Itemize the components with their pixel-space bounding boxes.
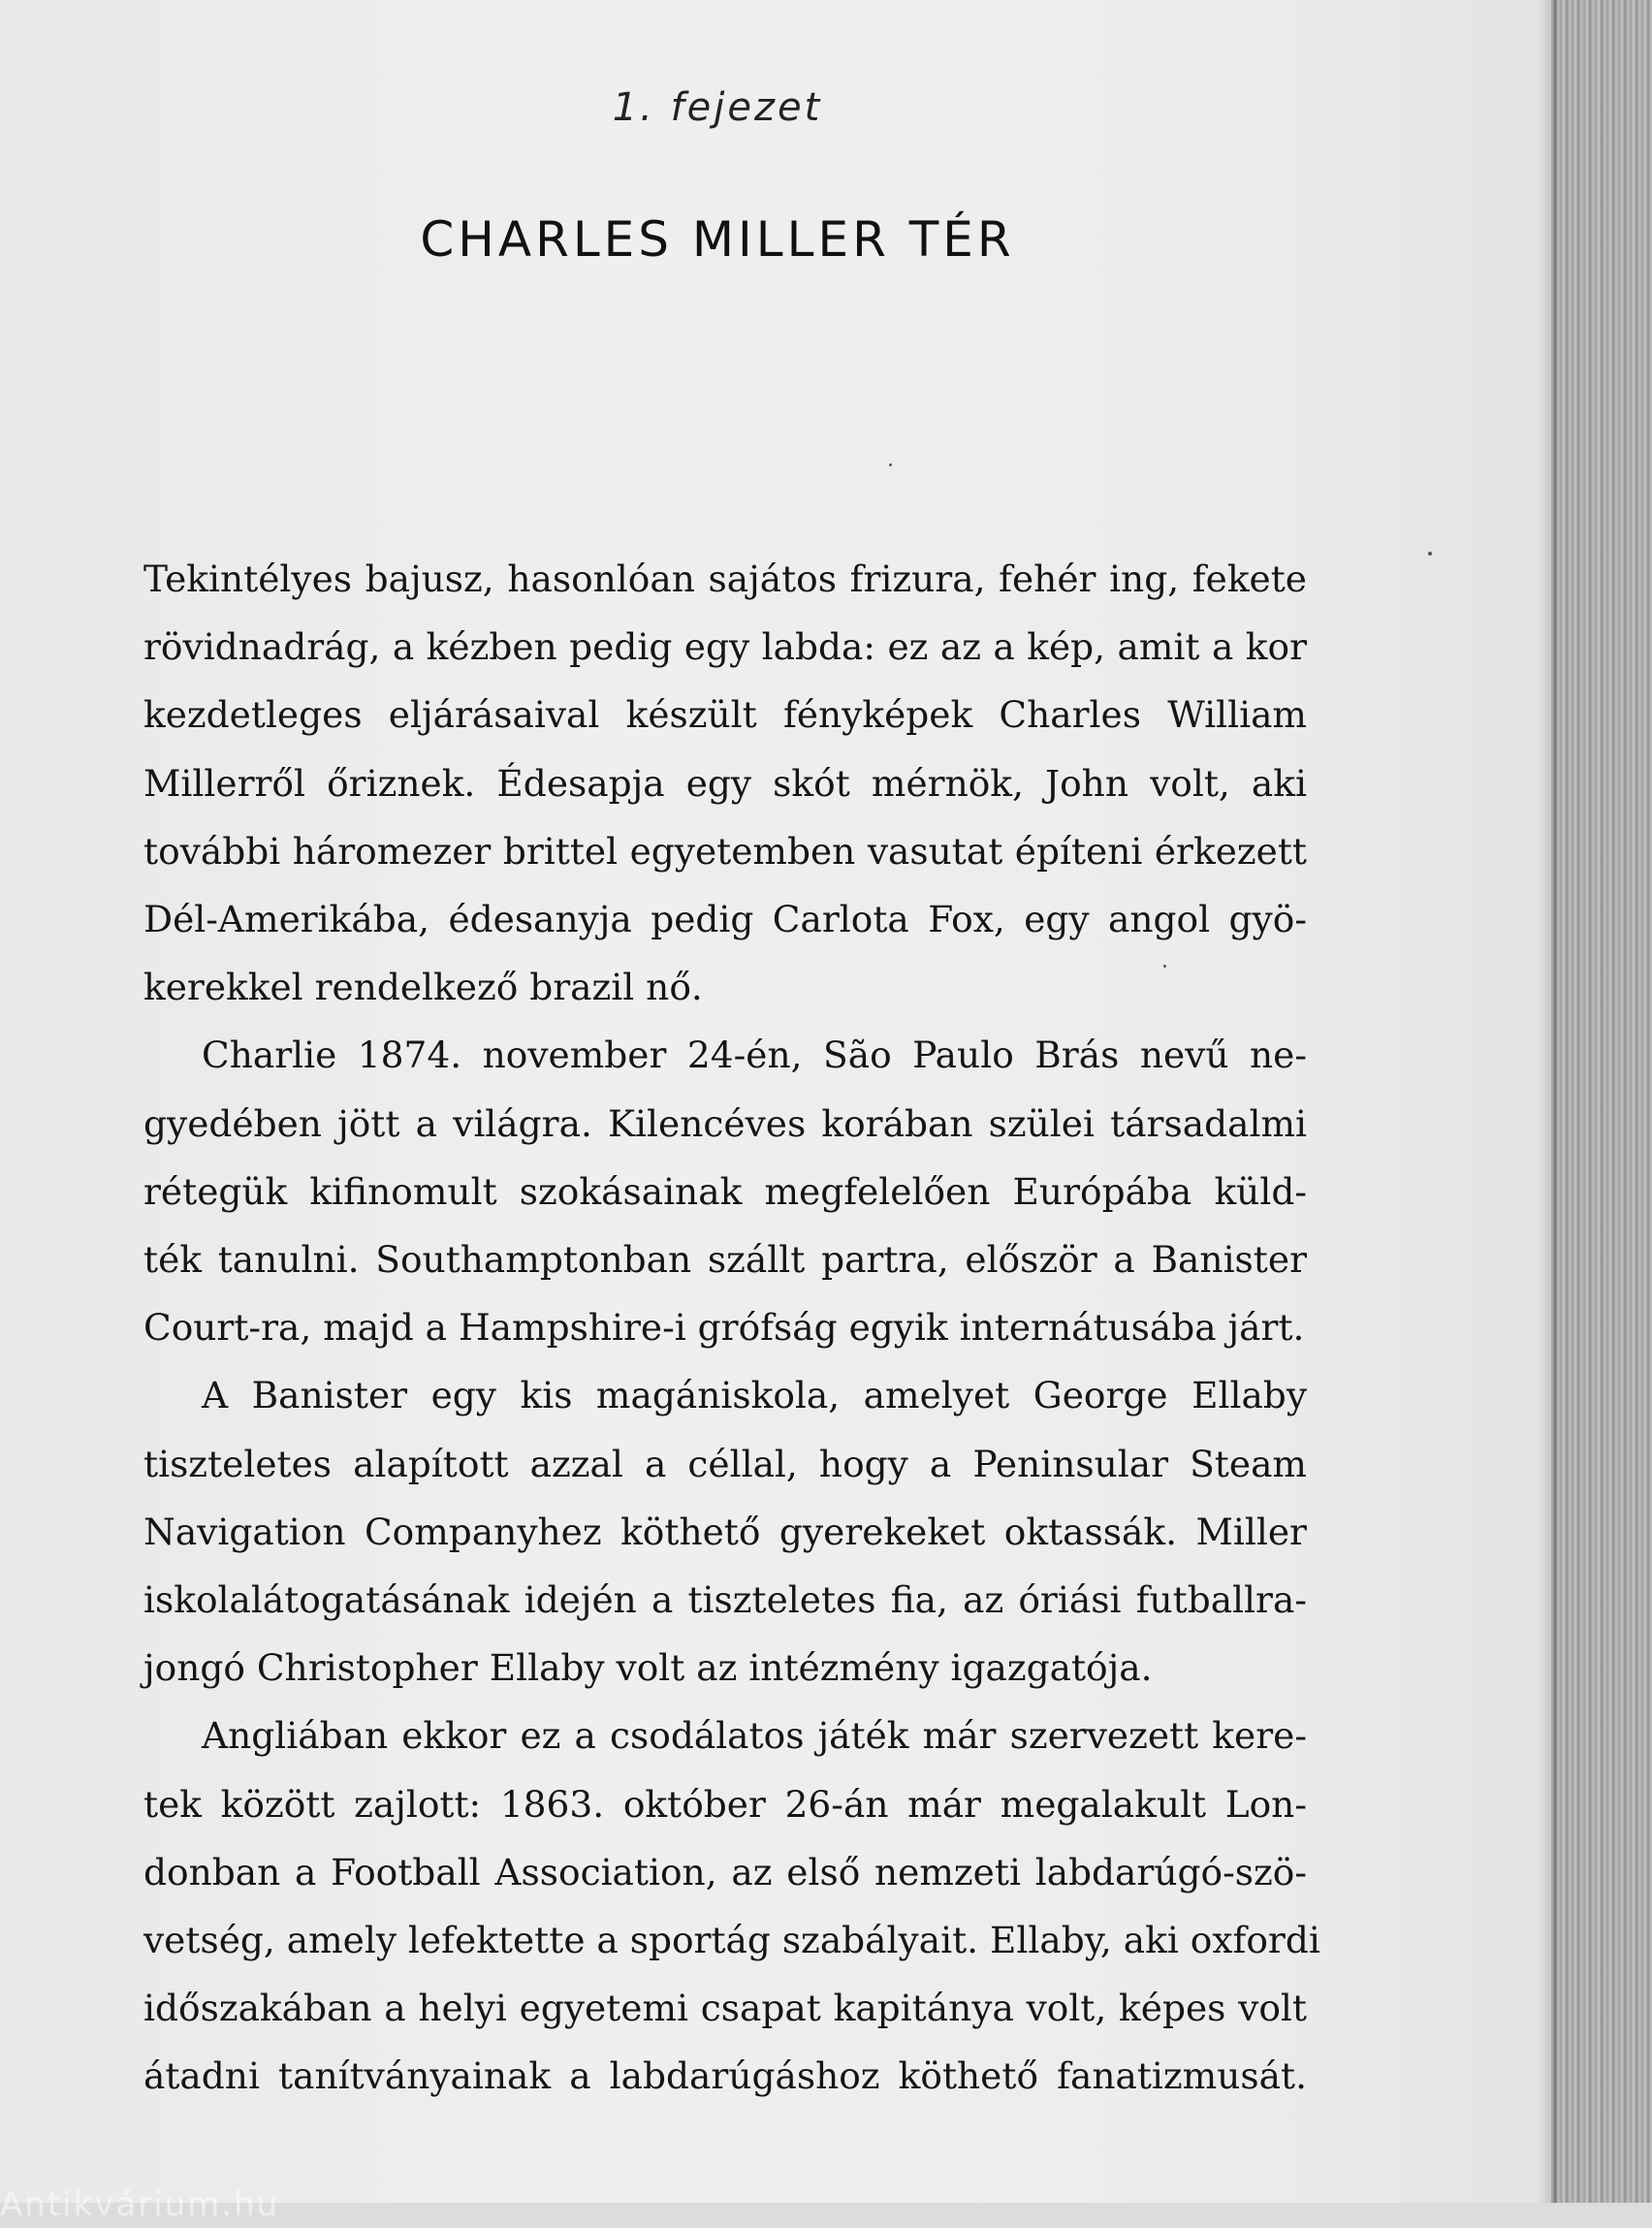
- stacked-page-edges: [1549, 0, 1652, 2203]
- text-line: Court-ra, majd a Hampshire-i grófság egyik internátusába járt.: [143, 1306, 1305, 1350]
- text-line: tek között zajlott: 1863. október 26-án már megalakult Lon-: [143, 1782, 1307, 1826]
- text-line: Navigation Companyhez köthető gyerekeket oktassák. Miller: [143, 1510, 1307, 1553]
- paper-speck: [1428, 552, 1432, 556]
- text-line: tiszteletes alapított azzal a céllal, hogy a Peninsular Steam: [143, 1442, 1307, 1485]
- text-line: Tekintélyes bajusz, hasonlóan sajátos frizura, fehér ing, fekete: [143, 557, 1307, 600]
- text-line: donban a Football Association, az első nemzeti labdarúgó-szö-: [143, 1850, 1307, 1894]
- text-line: iskolalátogatásának idején a tiszteletes fia, az óriási futballra-: [143, 1578, 1307, 1622]
- paper-speck: [889, 463, 892, 466]
- paragraph-4: [143, 1702, 1320, 2110]
- paragraph-2: [143, 1021, 1307, 1361]
- text-line: vetség, amely lefektette a sportág szabályait. Ellaby, aki oxfordi: [143, 1919, 1320, 1962]
- watermark: Antikvárium.hu: [0, 2185, 280, 2224]
- text-line: rövidnadrág, a kézben pedig egy labda: ez az a kép, amit a kor: [143, 625, 1307, 669]
- text-line: A Banister egy kis magániskola, amelyet George Ellaby: [202, 1374, 1307, 1417]
- chapter-title: CHARLES MILLER TÉR: [420, 211, 1015, 268]
- text-line: átadni tanítványainak a labdarúgáshoz köthető fanatizmusát.: [143, 2054, 1307, 2098]
- text-line: Dél-Amerikába, édesanyja pedig Carlota Fox, egy angol gyö-: [143, 898, 1307, 941]
- text-line: rétegük kifinomult szokásainak megfelelően Európába küld-: [143, 1169, 1307, 1213]
- text-line: Millerről őriznek. Édesapja egy skót mérnök, John volt, aki: [143, 761, 1307, 805]
- paragraph-3: [143, 1361, 1307, 1702]
- text-line: kezdetleges eljárásaival készült fényképek Charles William: [143, 693, 1307, 737]
- chapter-number: 1. fejezet: [612, 85, 823, 130]
- page-shadow: [1538, 0, 1557, 2203]
- text-line: gyedében jött a világra. Kilencéves korában szülei társadalmi: [143, 1101, 1307, 1145]
- text-line: Angliában ekkor ez a csodálatos játék már szervezett kere-: [202, 1714, 1307, 1758]
- text-line: Charlie 1874. november 24-én, São Paulo Brás nevű ne-: [202, 1034, 1307, 1077]
- chapter-body: [143, 545, 1320, 2111]
- text-line: jongó Christopher Ellaby volt az intézmény igazgatója.: [143, 1646, 1153, 1690]
- text-line: időszakában a helyi egyetemi csapat kapitánya volt, képes volt: [143, 1987, 1307, 2030]
- text-line: ték tanulni. Southamptonban szállt partra, először a Banister: [143, 1238, 1307, 1282]
- paper-speck: [1163, 965, 1166, 968]
- text-line: további háromezer brittel egyetemben vasutat építeni érkezett: [143, 829, 1307, 873]
- text-line: kerekkel rendelkező brazil nő.: [143, 966, 703, 1009]
- paragraph-1: [143, 545, 1307, 1021]
